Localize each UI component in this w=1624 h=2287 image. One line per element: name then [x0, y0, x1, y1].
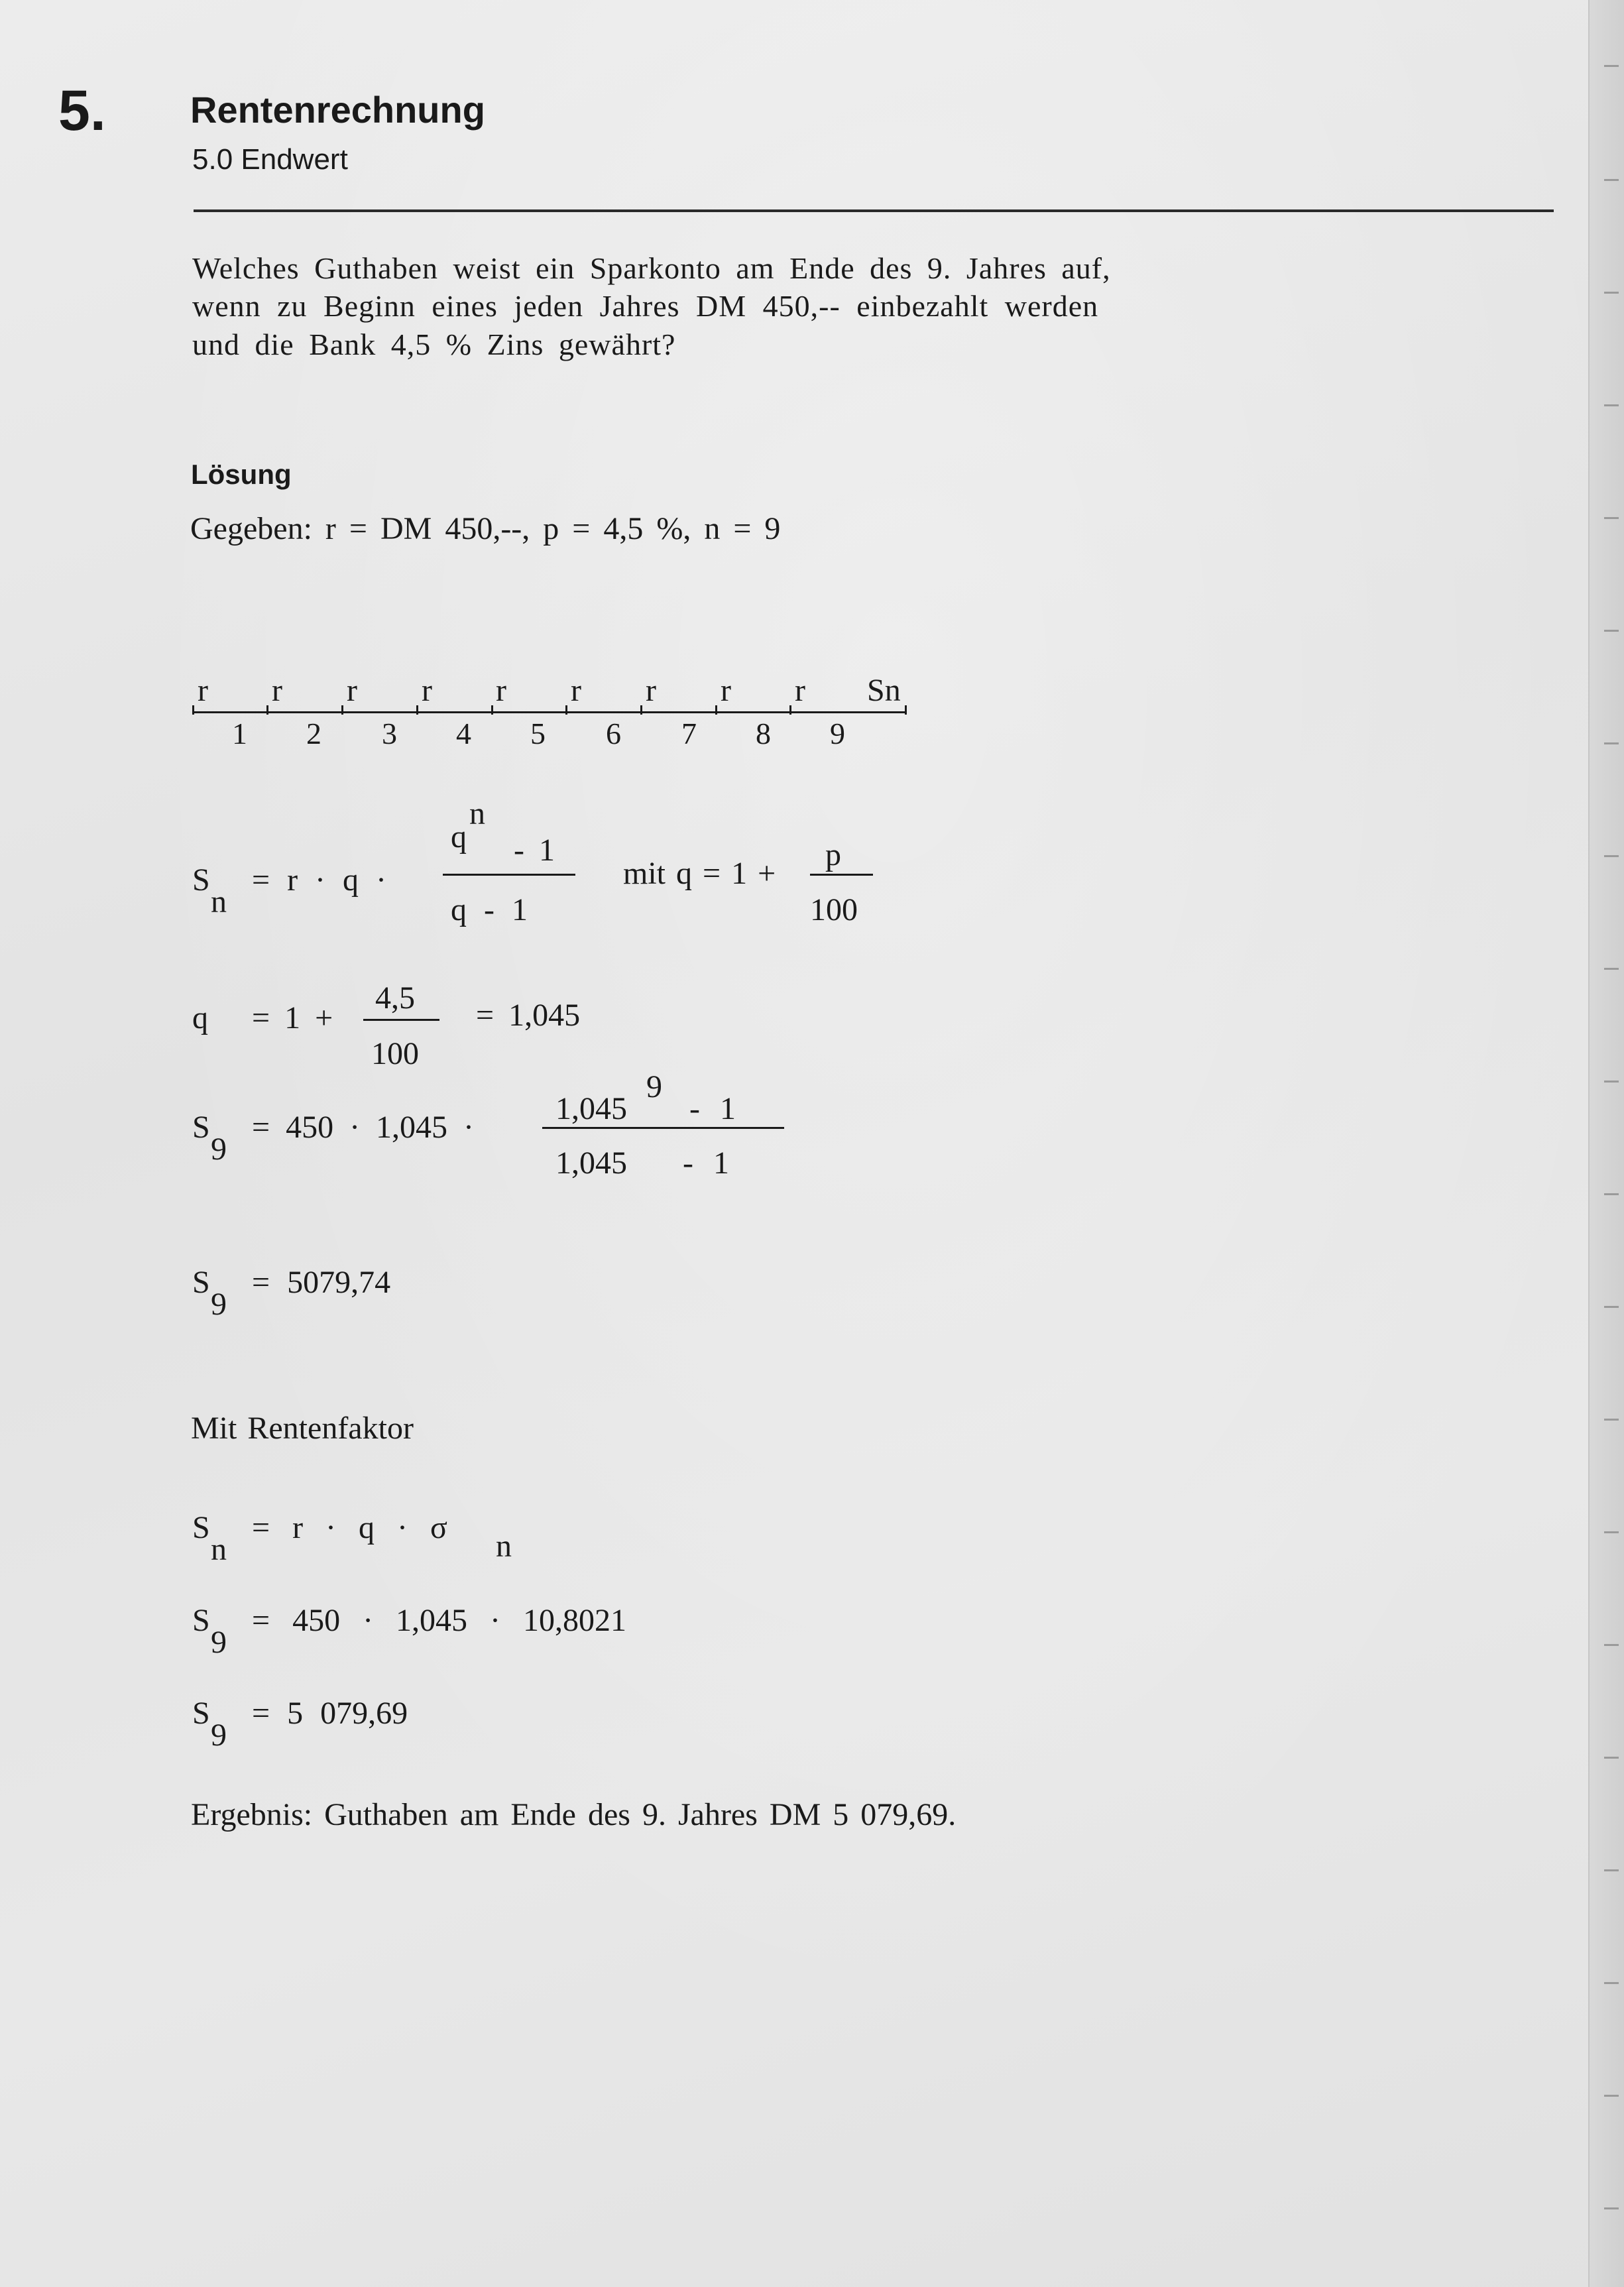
fraction-bar [363, 1019, 439, 1021]
given-values: Gegeben: r = DM 450,--, p = 4,5 %, n = 9 [190, 511, 781, 546]
fraction-denominator: 100 [371, 1036, 419, 1071]
p-fraction-numerator: p [825, 837, 841, 872]
fraction-numerator-base: 1,045 [555, 1091, 627, 1126]
chapter-number: 5. [58, 79, 106, 143]
result-statement: Ergebnis: Guthaben am Ende des 9. Jahres DM 5 079,69. [191, 1797, 957, 1832]
formula-lhs: S [192, 1110, 210, 1145]
formula-lhs-subscript: n [211, 884, 227, 919]
timeline-year-label: 2 [306, 717, 321, 750]
fraction-numerator-rest: - 1 [689, 1091, 736, 1126]
timeline-payment-label: r [422, 673, 432, 708]
timeline-payment-label: r [571, 673, 581, 708]
timeline-year-label: 3 [382, 717, 397, 750]
formula-result: = 1,045 [476, 998, 581, 1033]
fraction-bar [443, 874, 575, 876]
question-line-3: und die Bank 4,5 % Zins gewährt? [192, 327, 676, 361]
formula-lhs: q [192, 1000, 208, 1035]
formula-lhs: S [192, 1603, 210, 1638]
question-line-2: wenn zu Beginn eines jeden Jahres DM 450,-- einbezahlt werden [192, 289, 1099, 323]
fraction-denominator-rest: - 1 [683, 1145, 729, 1181]
formula-rhs: = r · q · σ [252, 1510, 447, 1545]
formula-lhs-subscript: n [211, 1532, 227, 1567]
timeline-year-label: 5 [530, 717, 546, 750]
formula-lhs: S [192, 1510, 210, 1545]
timeline-year-label: 4 [456, 717, 471, 750]
formula-rhs: = 5079,74 [252, 1265, 391, 1300]
section-title: 5.0 Endwert [192, 143, 348, 176]
fraction-numerator-exponent: n [469, 796, 485, 831]
formula-lhs: S [192, 862, 210, 898]
timeline-payment-label: r [646, 673, 656, 708]
formula-lhs-subscript: 9 [211, 1718, 227, 1753]
fraction-numerator-base: q [451, 819, 467, 854]
timeline-payment-label: r [721, 673, 731, 708]
formula-rhs-factors: = r · q · [252, 862, 387, 898]
timeline-payment-label: r [198, 673, 208, 708]
timeline-payment-label: r [347, 673, 357, 708]
formula-lhs-subscript: 9 [211, 1625, 227, 1660]
timeline-year-label: 6 [606, 717, 621, 750]
formula-rhs-factors: = 450 · 1,045 · [252, 1110, 475, 1145]
fraction-bar [542, 1127, 784, 1129]
formula-lhs-subscript: 9 [211, 1132, 227, 1167]
solution-heading: Lösung [191, 459, 292, 490]
chapter-title: Rentenrechnung [190, 89, 485, 131]
fraction-denominator: q - 1 [451, 892, 528, 927]
formula-rhs: = 5 079,69 [252, 1696, 408, 1731]
formula-lhs: S [192, 1696, 210, 1731]
timeline-payment-label: r [795, 673, 805, 708]
fraction-numerator: 4,5 [375, 980, 415, 1016]
binding-strip [1588, 0, 1624, 2287]
fraction-denominator-base: 1,045 [555, 1145, 627, 1181]
q-definition: mit q = 1 + [623, 856, 776, 891]
sigma-subscript: n [496, 1529, 512, 1564]
rentenfaktor-heading: Mit Rentenfaktor [191, 1411, 414, 1446]
timeline-payment-label: r [496, 673, 506, 708]
formula-rhs: = 450 · 1,045 · 10,8021 [252, 1603, 627, 1638]
timeline-year-label: 8 [756, 717, 771, 750]
timeline-year-label: 9 [830, 717, 845, 750]
formula-lhs-subscript: 9 [211, 1287, 227, 1322]
p-fraction-bar [810, 874, 873, 876]
timeline-year-label: 1 [232, 717, 247, 750]
timeline-end-value-label: Sn [867, 673, 901, 708]
formula-lhs: S [192, 1265, 210, 1300]
timeline-payment-label: r [272, 673, 282, 708]
p-fraction-denominator: 100 [810, 892, 858, 927]
timeline-year-label: 7 [681, 717, 697, 750]
fraction-numerator-rest: - 1 [514, 833, 555, 868]
header-rule [194, 209, 1554, 212]
fraction-numerator-exponent: 9 [646, 1069, 662, 1104]
formula-eq: = 1 + [252, 1000, 333, 1035]
question-line-1: Welches Guthaben weist ein Sparkonto am Ende des 9. Jahres auf, [192, 251, 1111, 285]
